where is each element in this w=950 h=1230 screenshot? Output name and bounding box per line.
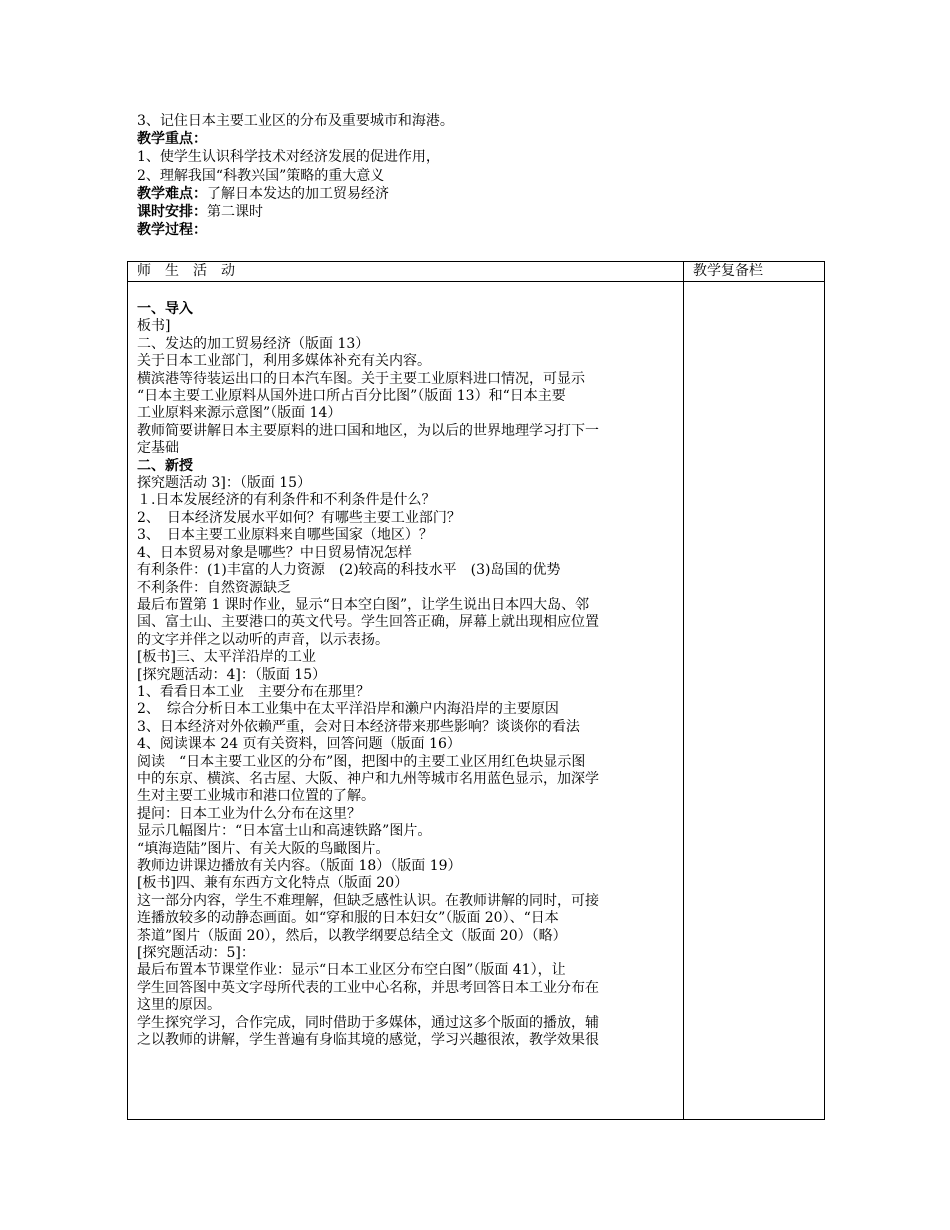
lesson-table-header xyxy=(128,262,825,282)
content-line: [板书]四、兼有东西方文化特点（版面 20） xyxy=(137,875,409,892)
content-line: 显示几幅图片：“日本富士山和高速铁路”图片。 xyxy=(137,823,432,840)
content-line: 阅读 “日本主要工业区的分布”图，把图中的主要工业区用红色块显示图 xyxy=(137,753,586,770)
content-line: 定基础 xyxy=(137,440,179,457)
content-line: [探究题活动：4]：（版面 15） xyxy=(137,666,327,683)
content-line: 板书] xyxy=(137,318,171,335)
content-line: 生对主要工业城市和港口位置的了解。 xyxy=(137,788,375,805)
content-line: 2、 日本经济发展水平如何？有哪些主要工业部门？ xyxy=(137,509,461,526)
content-line: 1、看看日本工业 主要分布在那里？ xyxy=(137,683,370,700)
content-line: 工业原料来源示意图”（版面 14） xyxy=(137,405,342,422)
teaching-focus-item-2: 2、理解我国“科教兴国”策略的重大意义 xyxy=(137,167,385,184)
content-line: 不利条件：自然资源缺乏 xyxy=(137,579,291,596)
teaching-focus-item-1: 1、使学生认识科学技术对经济发展的促进作用， xyxy=(137,149,440,166)
content-line: 4、日本贸易对象是哪些？中日贸易情况怎样 xyxy=(137,544,412,561)
content-line: 学生回答图中英文字母所代表的工业中心名称，并思考回答日本工业分布在 xyxy=(137,979,599,996)
content-line: “日本主要工业原料从国外进口所占百分比图”（版面 13）和“日本主要 xyxy=(137,388,566,405)
header-activities: 师 生 活 动 xyxy=(128,262,684,282)
content-line: 关于日本工业部门，利用多媒体补充有关内容。 xyxy=(137,353,431,370)
lesson-intro xyxy=(137,112,837,239)
content-line: 的文字并伴之以动听的声音，以示表扬。 xyxy=(137,631,389,648)
content-line: 连播放较多的动静态画面。如“穿和服的日本妇女”（版面 20）、“日本 xyxy=(137,910,559,927)
content-line: 3、 日本主要工业原料来自哪些国家（地区）？ xyxy=(137,527,433,544)
content-line: 之以教师的讲解，学生普遍有身临其境的感觉，学习兴趣很浓，教学效果很 xyxy=(137,1032,599,1049)
objective-line-3: 3、记住日本主要工业区的分布及重要城市和海港。 xyxy=(137,113,454,129)
class-schedule-label: 课时安排： xyxy=(137,204,207,221)
section-heading: 二、新授 xyxy=(137,457,193,474)
notes-cell xyxy=(684,282,825,1120)
header-notes: 教学复备栏 xyxy=(684,262,825,282)
content-line: 学生探究学习，合作完成，同时借助于多媒体，通过这多个版面的播放，辅 xyxy=(137,1014,599,1031)
content-line: 二、发达的加工贸易经济（版面 13） xyxy=(137,335,370,352)
content-line: 3、日本经济对外依赖严重，会对日本经济带来那些影响？谈谈你的看法 xyxy=(137,718,580,735)
class-schedule-text: 第二课时 xyxy=(207,204,263,221)
content-line: [探究题活动：5]： xyxy=(137,945,255,962)
content-line: 国、富士山、主要港口的英文代号。学生回答正确，屏幕上就出现相应位置 xyxy=(137,614,599,631)
section-heading: 一、导入 xyxy=(137,301,193,317)
teaching-difficulty xyxy=(137,185,837,203)
content-line: 探究题活动 3]：（版面 15） xyxy=(137,475,312,492)
content-line: １.日本发展经济的有利条件和不利条件是什么？ xyxy=(137,492,436,509)
activities-cell xyxy=(128,282,684,1120)
content-line: 横滨港等待装运出口的日本汽车图。关于主要工业原料进口情况，可显示 xyxy=(137,370,585,387)
content-line: 中的东京、横滨、名古屋、大阪、神户和九州等城市名用蓝色显示，加深学 xyxy=(137,770,599,787)
lesson-table-body xyxy=(128,282,825,1120)
content-line: 2、 综合分析日本工业集中在太平洋沿岸和濑户内海沿岸的主要原因 xyxy=(137,701,559,718)
content-line: 最后布置第 1 课时作业，显示“日本空白图”，让学生说出日本四大岛、邻 xyxy=(137,596,590,613)
class-schedule xyxy=(137,203,837,221)
content-line: 4、阅读课本 24 页有关资料，回答问题（版面 16） xyxy=(137,736,461,753)
content-line: 提问：日本工业为什么分布在这里？ xyxy=(137,805,361,822)
teaching-focus-label: 教学重点： xyxy=(137,131,207,148)
content-line: 有利条件：(1)丰富的人力资源 (2)较高的科技水平 (3)岛国的优势 xyxy=(137,562,561,579)
teaching-difficulty-text: 了解日本发达的加工贸易经济 xyxy=(207,185,389,202)
activities-content xyxy=(137,282,683,1119)
teaching-process-label: 教学过程： xyxy=(137,222,207,239)
content-line: “填海造陆”图片、有关大阪的鸟瞰图片。 xyxy=(137,840,390,857)
teaching-difficulty-label: 教学难点： xyxy=(137,185,207,202)
content-line: 这里的原因。 xyxy=(137,997,221,1014)
content-line: 茶道”图片（版面 20），然后，以教学纲要总结全文（版面 20）（略） xyxy=(137,927,567,944)
content-line: 教师边讲课边播放有关内容。（版面 18）（版面 19） xyxy=(137,858,462,874)
content-line: 教师简要讲解日本主要原料的进口国和地区，为以后的世界地理学习打下一 xyxy=(137,422,599,439)
content-line: [板书]三、太平洋沿岸的工业 xyxy=(137,649,316,666)
lesson-table xyxy=(127,261,825,1120)
content-line: 这一部分内容，学生不难理解，但缺乏感性认识。在教师讲解的同时，可接 xyxy=(137,892,599,909)
content-line: 最后布置本节课堂作业：显示“日本工业区分布空白图”（版面 41），让 xyxy=(137,962,566,979)
